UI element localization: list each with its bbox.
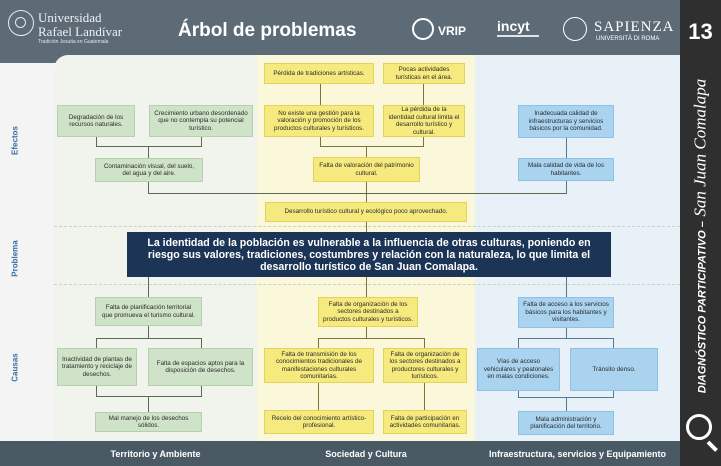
connector	[201, 136, 202, 146]
connector	[518, 338, 519, 348]
connector	[566, 277, 567, 297]
side-title	[691, 78, 711, 393]
side-title-wrap	[680, 63, 721, 408]
connector	[96, 338, 202, 339]
effect-box: Degradación de los recursos naturales.	[57, 105, 135, 137]
connector	[148, 396, 149, 412]
cause-box: Falta de planificación territorial que promueva el turismo cultural.	[95, 297, 202, 326]
connector	[318, 383, 319, 410]
effect-box: Falta de valoración del patrimonio cultural.	[313, 157, 420, 182]
magnifier-icon	[686, 414, 712, 440]
connector	[566, 138, 567, 158]
connector	[366, 222, 367, 232]
connector	[318, 338, 425, 339]
sapienza-logo-text: SAPIENZA	[594, 19, 675, 35]
footer-label-sociedad: Sociedad y Cultura	[325, 449, 407, 459]
connector	[518, 338, 614, 339]
effect-box: Crecimiento urbano desordenado que no contempla su potencial turístico.	[149, 105, 253, 137]
effect-box: No existe una gestión para la valoración y promoción de los productos culturales y turísticos.	[264, 105, 374, 137]
incyt-logo-underline	[497, 35, 539, 37]
university-name-line2: Rafael Landívar	[38, 24, 123, 39]
connector	[424, 338, 425, 348]
connector	[320, 136, 321, 146]
effect-box: Pocas actividades turísticas en el área.	[383, 63, 465, 84]
connector	[423, 84, 424, 105]
connector	[96, 386, 97, 396]
cause-box: Falta de organización de los sectores destinados a productos culturales y turísticos.	[318, 297, 418, 327]
cause-box: Falta de participación en actividades comunitarias.	[383, 410, 467, 434]
cause-box: Falta de espacios aptos para la disposición de desechos.	[148, 348, 253, 386]
connector	[366, 146, 367, 157]
connector	[201, 338, 202, 348]
side-section-label: DIAGNÓSTICO PARTICIPATIVO –	[696, 220, 709, 393]
connector	[148, 193, 567, 194]
connector	[566, 181, 567, 193]
cause-box: Tránsito denso.	[570, 348, 658, 391]
connector	[96, 136, 97, 146]
connector	[320, 146, 424, 147]
row-label-column	[0, 63, 54, 441]
connector	[366, 327, 367, 338]
effect-box: Inadecuada calidad de infraestructuras y servicios básicos por la comunidad.	[518, 105, 614, 138]
side-place-label: San Juan Comalapa	[690, 78, 710, 217]
sapienza-seal-icon	[563, 17, 587, 41]
cause-box: Vías de acceso vehiculares y peatonales en malas condiciones.	[477, 348, 560, 391]
connector	[318, 338, 319, 348]
university-tagline: Tradición Jesuita en Guatemala	[38, 39, 109, 45]
footer-label-territorio: Territorio y Ambiente	[110, 449, 201, 459]
cause-box: Inactividad de plantas de tratamiento y reciclaje de desechos.	[57, 348, 137, 386]
page-number: 13	[688, 19, 713, 44]
connector	[566, 397, 567, 411]
connector	[148, 181, 149, 193]
connector	[424, 383, 425, 410]
row-label-causas: Causas	[10, 353, 20, 382]
row-label-problema: Problema	[10, 240, 20, 277]
connector	[566, 328, 567, 338]
cause-box: Mal manejo de los desechos sólidos.	[95, 412, 202, 432]
footer-label-infra: Infraestructura, servicios y Equipamiento	[488, 449, 667, 459]
connector	[366, 182, 367, 202]
cause-box: Falta de organización de los sectores destinados a productores culturales y turísticos.	[383, 348, 467, 383]
seal-inner-ring	[15, 17, 26, 28]
connector	[96, 338, 97, 348]
connector	[96, 146, 202, 147]
central-problem: La identidad de la población es vulnerable a la influencia de otras culturas, poniendo en riesgo sus valores, tradiciones, costumbres y relación con la naturaleza, lo que limita el desarrollo turístico de San Juan Comalapa.	[127, 232, 611, 277]
effect-box: Mala calidad de vida de los habitantes.	[518, 158, 614, 181]
connector	[148, 326, 149, 338]
cause-box: Falta de transmisión de los conocimientos tradicionales de manifestaciones culturales comunitarias.	[264, 348, 374, 383]
connector	[366, 277, 367, 297]
vrip-logo-text: VRIP	[438, 24, 467, 38]
incyt-logo-text: incyt	[497, 18, 530, 34]
connector	[96, 396, 202, 397]
cause-box: Mala administración y planificación del territorio.	[518, 411, 614, 435]
university-name-line1: Universidad	[38, 10, 102, 25]
vrip-logo-icon	[412, 18, 434, 40]
effect-box: Pérdida de tradiciones artísticas.	[264, 63, 374, 84]
connector	[201, 386, 202, 396]
connector	[613, 338, 614, 348]
connector	[423, 136, 424, 146]
connector	[320, 84, 321, 105]
page-title: Árbol de problemas	[178, 20, 357, 41]
university-seal-icon	[8, 10, 34, 36]
sapienza-logo-subtext: UNIVERSITÀ DI ROMA	[596, 36, 660, 42]
row-separator-effects	[54, 226, 680, 227]
connector	[148, 277, 149, 297]
effect-box: Desarrollo turístico cultural y ecológico poco aprovechado.	[265, 202, 467, 222]
effect-box: La pérdida de la identidad cultural limita el desarrollo turístico y cultural.	[383, 105, 465, 137]
effect-box: Contaminación visual, del suelo, del agua y del aire.	[95, 158, 203, 182]
cause-box: Recelo del conocimiento artístico-profesional.	[264, 410, 374, 434]
cause-box: Falta de acceso a los servicios básicos para los habitantes y visitantes.	[518, 297, 614, 328]
row-label-efectos: Efectos	[10, 126, 20, 155]
